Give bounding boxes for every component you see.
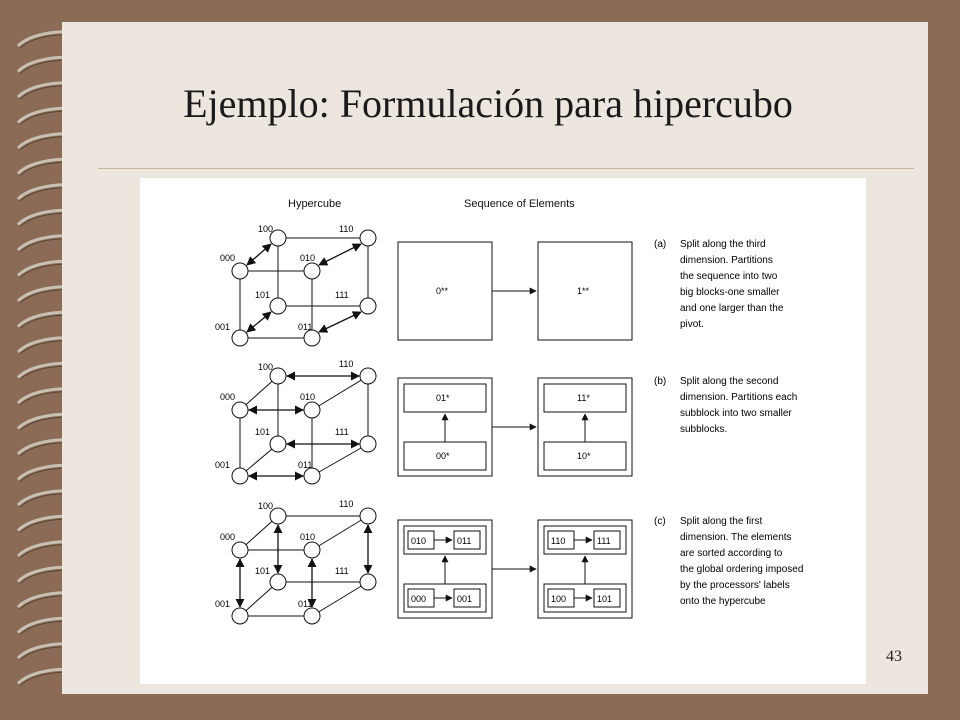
svg-text:010: 010 xyxy=(411,536,427,546)
svg-text:110: 110 xyxy=(339,359,354,369)
svg-text:and one larger than the: and one larger than the xyxy=(680,303,784,314)
hypercube-c xyxy=(215,499,376,624)
svg-text:Split along the second: Split along the second xyxy=(680,376,779,387)
svg-text:000: 000 xyxy=(411,594,427,604)
svg-text:011: 011 xyxy=(457,536,472,546)
svg-text:0**: 0** xyxy=(436,286,449,296)
svg-text:11*: 11* xyxy=(577,393,590,403)
svg-text:000: 000 xyxy=(220,532,236,542)
svg-text:001: 001 xyxy=(215,599,231,609)
slide-title: Ejemplo: Formulación para hipercubo xyxy=(183,81,793,126)
svg-text:111: 111 xyxy=(335,566,349,576)
hypercube-header: Hypercube xyxy=(288,198,342,210)
svg-text:Split along the first: Split along the first xyxy=(680,516,763,527)
svg-text:110: 110 xyxy=(339,499,354,509)
svg-text:(a): (a) xyxy=(654,239,667,250)
svg-text:dimension. Partitions each: dimension. Partitions each xyxy=(680,392,798,403)
caption-a xyxy=(654,239,784,330)
sequence-a xyxy=(398,242,632,340)
svg-text:010: 010 xyxy=(300,253,316,263)
svg-text:010: 010 xyxy=(300,392,316,402)
svg-text:101: 101 xyxy=(597,594,613,604)
svg-text:111: 111 xyxy=(335,290,349,300)
svg-text:010: 010 xyxy=(300,532,316,542)
svg-text:101: 101 xyxy=(255,427,271,437)
svg-text:101: 101 xyxy=(255,290,271,300)
sequence-b xyxy=(398,378,632,476)
page-number: 43 xyxy=(886,648,902,665)
svg-text:the global ordering imposed: the global ordering imposed xyxy=(680,564,804,575)
sequence-header: Sequence of Elements xyxy=(464,198,575,210)
svg-text:001: 001 xyxy=(215,322,231,332)
svg-text:onto the hypercube: onto the hypercube xyxy=(680,596,766,607)
svg-text:(b): (b) xyxy=(654,376,667,387)
hypercube-b xyxy=(215,359,376,484)
hypercube-quicksort-figure xyxy=(140,178,866,684)
sequence-c xyxy=(398,520,632,618)
svg-text:10*: 10* xyxy=(577,451,591,461)
svg-text:000: 000 xyxy=(220,392,236,402)
svg-text:subblocks.: subblocks. xyxy=(680,424,728,435)
svg-text:01*: 01* xyxy=(436,393,450,403)
svg-text:111: 111 xyxy=(335,427,349,437)
svg-text:pivot.: pivot. xyxy=(680,319,704,330)
svg-text:011: 011 xyxy=(298,599,313,609)
svg-text:dimension. The elements: dimension. The elements xyxy=(680,532,792,543)
svg-text:Split along the third: Split along the third xyxy=(680,239,766,250)
svg-text:100: 100 xyxy=(258,501,274,511)
svg-text:100: 100 xyxy=(551,594,567,604)
svg-text:110: 110 xyxy=(551,536,566,546)
hypercube-a xyxy=(215,224,376,346)
svg-text:100: 100 xyxy=(258,224,274,234)
svg-text:by the processors' labels: by the processors' labels xyxy=(680,580,790,591)
svg-text:000: 000 xyxy=(220,253,236,263)
svg-text:are sorted according to: are sorted according to xyxy=(680,548,783,559)
svg-text:110: 110 xyxy=(339,224,354,234)
svg-text:1**: 1** xyxy=(577,286,590,296)
svg-text:big blocks-one smaller: big blocks-one smaller xyxy=(680,287,780,298)
figure-svg xyxy=(140,178,866,684)
panel-b xyxy=(215,359,797,484)
svg-text:111: 111 xyxy=(597,536,611,546)
svg-text:the sequence into two: the sequence into two xyxy=(680,271,778,282)
svg-text:011: 011 xyxy=(298,322,313,332)
svg-text:001: 001 xyxy=(457,594,473,604)
svg-text:011: 011 xyxy=(298,460,313,470)
svg-text:00*: 00* xyxy=(436,451,450,461)
panel-c xyxy=(215,499,803,624)
caption-b xyxy=(654,376,797,435)
title-divider xyxy=(98,168,914,169)
svg-text:subblock into two smaller: subblock into two smaller xyxy=(680,408,792,419)
svg-text:101: 101 xyxy=(255,566,271,576)
svg-text:dimension. Partitions: dimension. Partitions xyxy=(680,255,773,266)
svg-text:(c): (c) xyxy=(654,516,666,527)
caption-c xyxy=(654,516,803,607)
svg-text:001: 001 xyxy=(215,460,231,470)
svg-text:100: 100 xyxy=(258,362,274,372)
panel-a xyxy=(215,224,784,346)
